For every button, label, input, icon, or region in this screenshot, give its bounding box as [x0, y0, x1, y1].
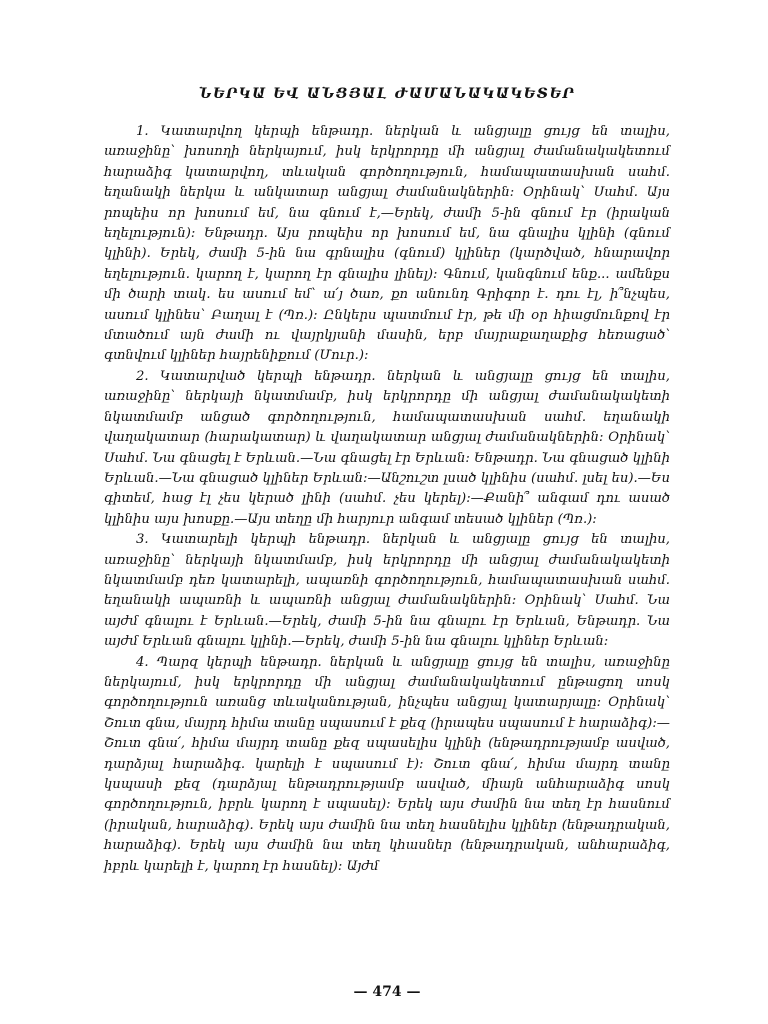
page-title: ՆԵՐԿԱ ԵՎ ԱՆՑՅԱԼ ԺԱՄԱՆԱԿԱԿԵՏԵՐ: [198, 86, 576, 102]
paragraph-1: 1. Կատարվող կերպի ենթադր. ներկան և անցյալը ցույց են տալիս, առաջինը՝ խոսողի ներկայում, իսկ երկրորդը մի անցյալ ժամանակակետում հարաձիգ կատարվող, տևական գործողություն, համապատասխան սահմ. եղանակի ներկա և անկատար անցյալ ժամանակներին։ Օրինակ՝ Սահմ. Այս րոպեիս որ խոսում եմ, նա գնում է,—Երեկ, ժամի 5-ին գնում էր (իրական եղելություն)։ Ենթադր. Այս րոպեիս որ խոսում եմ, նա գնալիս կլինի (գնում կլինի). Երեկ, ժամի 5-ին նա գրնալիս (գնում) կլիներ (կարծված, հնարավոր եղելություն. կարող է, կարող էր գնալիս լինել)։ Գնում, կանգնում ենք... ամենքս մի ծարի տակ. ես ասում եմ՝ ա՛յ ծառ, քո անունդ Գրիգոր է. դու էլ, ի՞նչպես, ասում կլինես՝ Բաղալ է (Պռ.)։ Ընկերս պատմում էր, թե մի օր հիացմունքով էր մտածում այն ժամի ու վայրկյանի մասին, երբ մայրաքաղաքից հեռացած՝ գտնվում կլիներ հայրենիքում (Մուր.)։: [104, 124, 670, 364]
paragraph-3: 3. Կատարելի կերպի ենթադր. ներկան և անցյալը ցույց են տալիս, առաջինը՝ ներկայի նկատմամբ, իսկ երկրորդը մի անցյալ ժամանակակետի նկատմամբ դեռ կատարելի, ապառնի գործողություն, համապատասխան սահմ. եղանակի ապառնի և ապառնի անցյալ ժամանակներին։ Օրինակ՝ Սահմ. Նա այժմ գնալու է Երևան.—Երեկ, ժամի 5-ին նա գնալու էր Երևան, Ենթադր. Նա այժմ Երևան գնալու կլինի.—Երեկ, ժամի 5-ին նա գնալու կլիներ Երևան։: [104, 532, 670, 650]
page-number: — 474 —: [353, 984, 421, 1000]
document-page: [104, 84, 670, 1000]
body-text: [104, 122, 670, 877]
paragraph-4: 4. Պարզ կերպի ենթադր. ներկան և անցյալը ցույց են տալիս, առաջինը ներկայում, իսկ երկրորդը մի անցյալ ժամանակակետում ընթացող սոսկ գործողություն առանց տևականության, ինչպես անցյալ կատարյալը։ Օրինակ՝ Շուտ գնա, մայրդ հիմա տանը սպասում է քեզ (իրապես սպասում է հարաձիգ)։— Շուտ գնա՛, հիմա մայրդ տանը քեզ սպասելիս կլինի (ենթադրությամբ ասված, դարձյալ հարաձիգ. կարելի է սպասում է)։ Շուտ գնա՛, հիմա մայրդ տանը կսպասի քեզ (դարձյալ ենթադրությամբ ասված, միայն անհարաձիգ սոսկ գործողություն, իբրև կարող է սպասել)։ Երեկ այս ժամին նա տեղ էր հասնում (իրական, հարաձիգ). Երեկ այս ժամին նա տեղ հասնելիս կլիներ (ենթադրական, հարաձիգ). Երեկ այս ժամին նա տեղ կհասներ (ենթադրական, անհարաձիգ, իբրև կարելի է, կարող էր հասնել)։ Այժմ: [104, 654, 670, 874]
paragraph-2: 2. Կատարված կերպի ենթադր. ներկան և անցյալը ցույց են տալիս, առաջինը՝ ներկայի նկատմամբ, իսկ երկրորդը մի անցյալ ժամանակակետի նկատմամբ անցած գործողություն, համապատասխան սահմ. եղանակի վաղակատար (հարակատար) և վաղակատար անցյալ ժամանակներին։ Օրինակ՝ Սահմ. Նա գնացել է Երևան.—Նա գնացել էր Երևան։ Ենթադր. Նա գնացած կլինի Երևան.—Նա գնացած կլիներ Երևան։—Անշուշտ լսած կլինիս (սահմ. լսել ես).—Ես գիտեմ, հաց էլ չես կերած լինի (սահմ. չես կերել)։—Քանի՞ անգամ դու ասած կլինիս այս խոսքը.—Այս տեղը մի հարյուր անգամ տեսած կլիներ (Պռ.)։: [104, 368, 670, 527]
